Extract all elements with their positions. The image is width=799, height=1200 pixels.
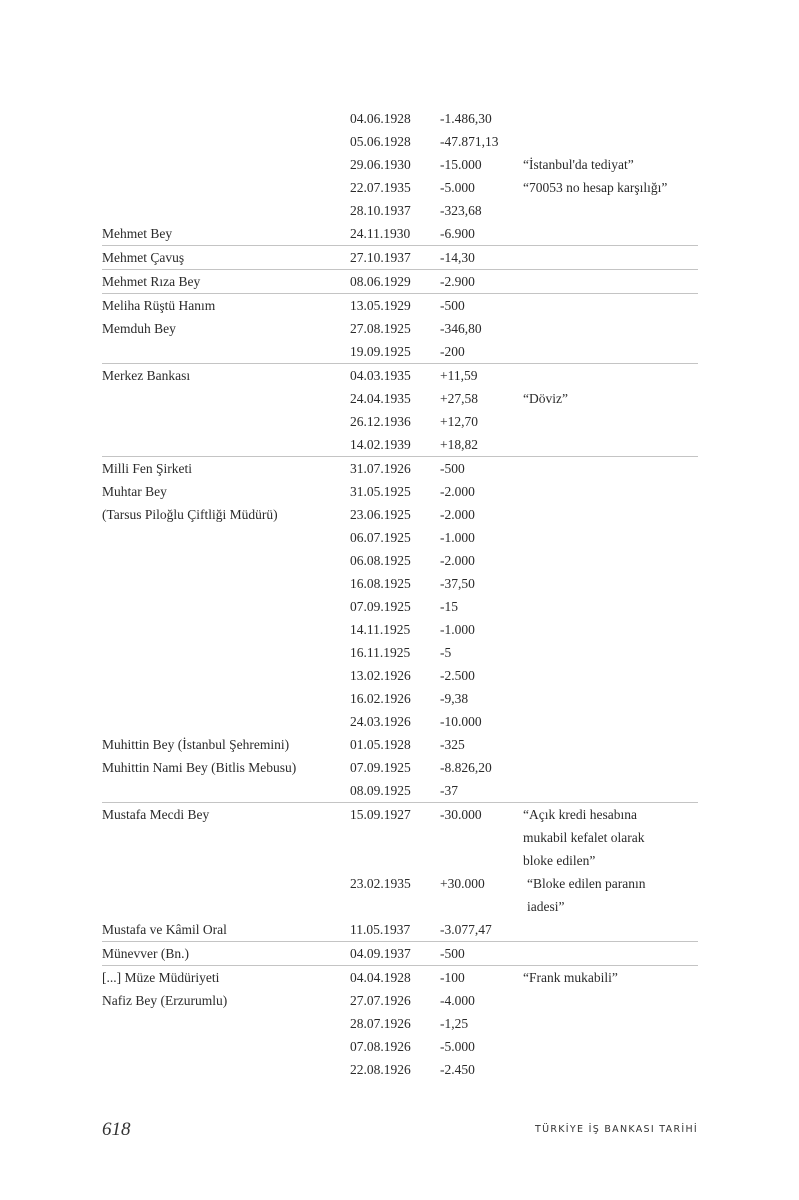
transaction-amount: -15.000 xyxy=(440,157,482,172)
transaction-date: 04.04.1928 xyxy=(350,970,411,985)
table-row xyxy=(102,457,698,480)
transaction-date: 16.11.1925 xyxy=(350,645,411,660)
table-row xyxy=(102,410,698,433)
table-row xyxy=(102,918,698,941)
table-row xyxy=(102,895,698,918)
account-name: [...] Müze Müdüriyeti xyxy=(102,970,220,985)
transaction-date: 22.08.1926 xyxy=(350,1062,411,1077)
transaction-amount: -100 xyxy=(440,970,465,985)
account-name: Memduh Bey xyxy=(102,321,176,336)
transaction-date: 27.07.1926 xyxy=(350,993,411,1008)
transaction-amount: +11,59 xyxy=(440,368,478,383)
transaction-date: 04.06.1928 xyxy=(350,111,411,126)
table-row xyxy=(102,872,698,895)
transaction-date: 31.05.1925 xyxy=(350,484,411,499)
table-row xyxy=(102,364,698,387)
table-row xyxy=(102,222,698,245)
table-row xyxy=(102,779,698,802)
transaction-date: 19.09.1925 xyxy=(350,344,411,359)
transaction-amount: +30.000 xyxy=(440,876,485,891)
transaction-date: 13.02.1926 xyxy=(350,668,411,683)
table-row xyxy=(102,826,698,849)
transaction-amount: -8.826,20 xyxy=(440,760,492,775)
table-row xyxy=(102,130,698,153)
transaction-amount: -37,50 xyxy=(440,576,475,591)
transaction-amount: -5.000 xyxy=(440,1039,475,1054)
transaction-date: 06.07.1925 xyxy=(350,530,411,545)
ledger-entry xyxy=(102,457,698,480)
transaction-date: 26.12.1936 xyxy=(350,414,411,429)
ledger-entry xyxy=(102,270,698,294)
transaction-date: 24.11.1930 xyxy=(350,226,411,241)
account-name: Mehmet Rıza Bey xyxy=(102,274,201,289)
transaction-amount: -47.871,13 xyxy=(440,134,499,149)
table-row xyxy=(102,433,698,456)
table-row xyxy=(102,1058,698,1081)
account-name: Muhittin Bey (İstanbul Şehremini) xyxy=(102,737,290,752)
ledger-entry xyxy=(102,246,698,270)
transaction-amount: -2.450 xyxy=(440,1062,475,1077)
page-number: 618 xyxy=(102,1119,131,1140)
table-row xyxy=(102,733,698,756)
transaction-date: 23.02.1935 xyxy=(350,876,411,891)
ledger-entry xyxy=(102,294,698,317)
transaction-date: 31.07.1926 xyxy=(350,461,411,476)
transaction-date: 22.07.1935 xyxy=(350,180,411,195)
account-name: Mehmet Bey xyxy=(102,226,173,241)
transaction-date: 28.07.1926 xyxy=(350,1016,411,1031)
ledger-entry xyxy=(102,966,698,989)
transaction-note: “70053 no hesap karşılığı” xyxy=(523,180,668,195)
transaction-amount: -2.000 xyxy=(440,553,475,568)
transaction-amount: -2.000 xyxy=(440,507,475,522)
transaction-amount: -1.000 xyxy=(440,622,475,637)
transaction-date: 08.06.1929 xyxy=(350,274,411,289)
transaction-date: 15.09.1927 xyxy=(350,807,411,822)
transaction-date: 14.02.1939 xyxy=(350,437,411,452)
transaction-amount: -37 xyxy=(440,783,458,798)
transaction-note: “Döviz” xyxy=(523,391,568,406)
transaction-amount: -325 xyxy=(440,737,465,752)
transaction-date: 07.08.1926 xyxy=(350,1039,411,1054)
transaction-note: iadesi” xyxy=(527,899,565,914)
table-row xyxy=(102,503,698,526)
ledger-entry xyxy=(102,733,698,756)
transaction-amount: -500 xyxy=(440,946,465,961)
table-row xyxy=(102,340,698,363)
transaction-date: 27.10.1937 xyxy=(350,250,411,265)
transaction-amount: -10.000 xyxy=(440,714,482,729)
transaction-amount: +12,70 xyxy=(440,414,478,429)
transaction-date: 05.06.1928 xyxy=(350,134,411,149)
table-row xyxy=(102,107,698,130)
transaction-date: 27.08.1925 xyxy=(350,321,411,336)
table-row xyxy=(102,641,698,664)
table-row xyxy=(102,549,698,572)
table-row xyxy=(102,294,698,317)
ledger-entry xyxy=(102,364,698,457)
transaction-date: 24.03.1926 xyxy=(350,714,411,729)
transaction-amount: -500 xyxy=(440,461,465,476)
transaction-note: “Açık kredi hesabına xyxy=(523,807,637,822)
transaction-date: 29.06.1930 xyxy=(350,157,411,172)
ledger-table xyxy=(102,107,698,1081)
table-row xyxy=(102,849,698,872)
transaction-note: “İstanbul'da tediyat” xyxy=(523,157,634,172)
table-row xyxy=(102,1035,698,1058)
transaction-date: 23.06.1925 xyxy=(350,507,411,522)
account-name: Mehmet Çavuş xyxy=(102,250,185,265)
transaction-date: 01.05.1928 xyxy=(350,737,411,752)
table-row xyxy=(102,618,698,641)
ledger-entry xyxy=(102,480,698,733)
transaction-date: 08.09.1925 xyxy=(350,783,411,798)
transaction-note: “Frank mukabili” xyxy=(523,970,618,985)
transaction-amount: -14,30 xyxy=(440,250,475,265)
transaction-amount: -500 xyxy=(440,298,465,313)
transaction-amount: -4.000 xyxy=(440,993,475,1008)
transaction-amount: -2.000 xyxy=(440,484,475,499)
transaction-amount: +27,58 xyxy=(440,391,478,406)
table-row xyxy=(102,803,698,826)
transaction-amount: -346,80 xyxy=(440,321,482,336)
ledger-entry xyxy=(102,918,698,942)
table-row xyxy=(102,199,698,222)
transaction-amount: -1.486,30 xyxy=(440,111,492,126)
account-name: Nafiz Bey (Erzurumlu) xyxy=(102,993,228,1008)
transaction-amount: -30.000 xyxy=(440,807,482,822)
ledger-entry xyxy=(102,222,698,246)
ledger-entry xyxy=(102,989,698,1081)
table-row xyxy=(102,664,698,687)
table-row xyxy=(102,246,698,269)
account-name: Münevver (Bn.) xyxy=(102,946,189,961)
table-row xyxy=(102,153,698,176)
transaction-note: bloke edilen” xyxy=(523,853,596,868)
transaction-date: 14.11.1925 xyxy=(350,622,411,637)
transaction-date: 16.02.1926 xyxy=(350,691,411,706)
account-name: Meliha Rüştü Hanım xyxy=(102,298,216,313)
transaction-amount: -15 xyxy=(440,599,458,614)
transaction-amount: +18,82 xyxy=(440,437,478,452)
transaction-amount: -1.000 xyxy=(440,530,475,545)
transaction-amount: -5.000 xyxy=(440,180,475,195)
table-row xyxy=(102,1012,698,1035)
transaction-date: 24.04.1935 xyxy=(350,391,411,406)
transaction-amount: -6.900 xyxy=(440,226,475,241)
transaction-amount: -200 xyxy=(440,344,465,359)
account-name: Milli Fen Şirketi xyxy=(102,461,193,476)
ledger-entry xyxy=(102,803,698,918)
transaction-amount: -323,68 xyxy=(440,203,482,218)
account-name: Muhittin Nami Bey (Bitlis Mebusu) xyxy=(102,760,297,775)
table-row xyxy=(102,387,698,410)
account-name: Mustafa Mecdi Bey xyxy=(102,807,210,822)
table-row xyxy=(102,966,698,989)
ledger-entry xyxy=(102,107,698,222)
table-row xyxy=(102,595,698,618)
transaction-date: 13.05.1929 xyxy=(350,298,411,313)
table-row xyxy=(102,756,698,779)
transaction-date: 07.09.1925 xyxy=(350,599,411,614)
transaction-note: “Bloke edilen paranın xyxy=(527,876,646,891)
transaction-date: 04.09.1937 xyxy=(350,946,411,961)
account-name-detail: (Tarsus Piloğlu Çiftliği Müdürü) xyxy=(102,507,278,522)
account-name: Merkez Bankası xyxy=(102,368,191,383)
table-row xyxy=(102,687,698,710)
ledger-entry xyxy=(102,756,698,803)
table-row xyxy=(102,176,698,199)
transaction-amount: -1,25 xyxy=(440,1016,469,1031)
transaction-amount: -3.077,47 xyxy=(440,922,492,937)
transaction-amount: -9,38 xyxy=(440,691,469,706)
transaction-date: 06.08.1925 xyxy=(350,553,411,568)
table-row xyxy=(102,989,698,1012)
ledger-entry xyxy=(102,317,698,364)
transaction-date: 07.09.1925 xyxy=(350,760,411,775)
table-row xyxy=(102,317,698,340)
transaction-date: 16.08.1925 xyxy=(350,576,411,591)
transaction-date: 28.10.1937 xyxy=(350,203,411,218)
ledger-entry xyxy=(102,942,698,966)
transaction-amount: -2.900 xyxy=(440,274,475,289)
running-footer-title: TÜRKİYE İŞ BANKASI TARİHİ xyxy=(534,1124,698,1135)
table-row xyxy=(102,710,698,733)
account-name: Mustafa ve Kâmil Oral xyxy=(102,922,227,937)
transaction-amount: -5 xyxy=(440,645,452,660)
transaction-amount: -2.500 xyxy=(440,668,475,683)
table-row xyxy=(102,480,698,503)
table-row xyxy=(102,270,698,293)
transaction-date: 04.03.1935 xyxy=(350,368,411,383)
transaction-date: 11.05.1937 xyxy=(350,922,411,937)
transaction-note: mukabil kefalet olarak xyxy=(523,830,645,845)
table-row xyxy=(102,942,698,965)
account-name: Muhtar Bey xyxy=(102,484,167,499)
table-row xyxy=(102,572,698,595)
table-row xyxy=(102,526,698,549)
